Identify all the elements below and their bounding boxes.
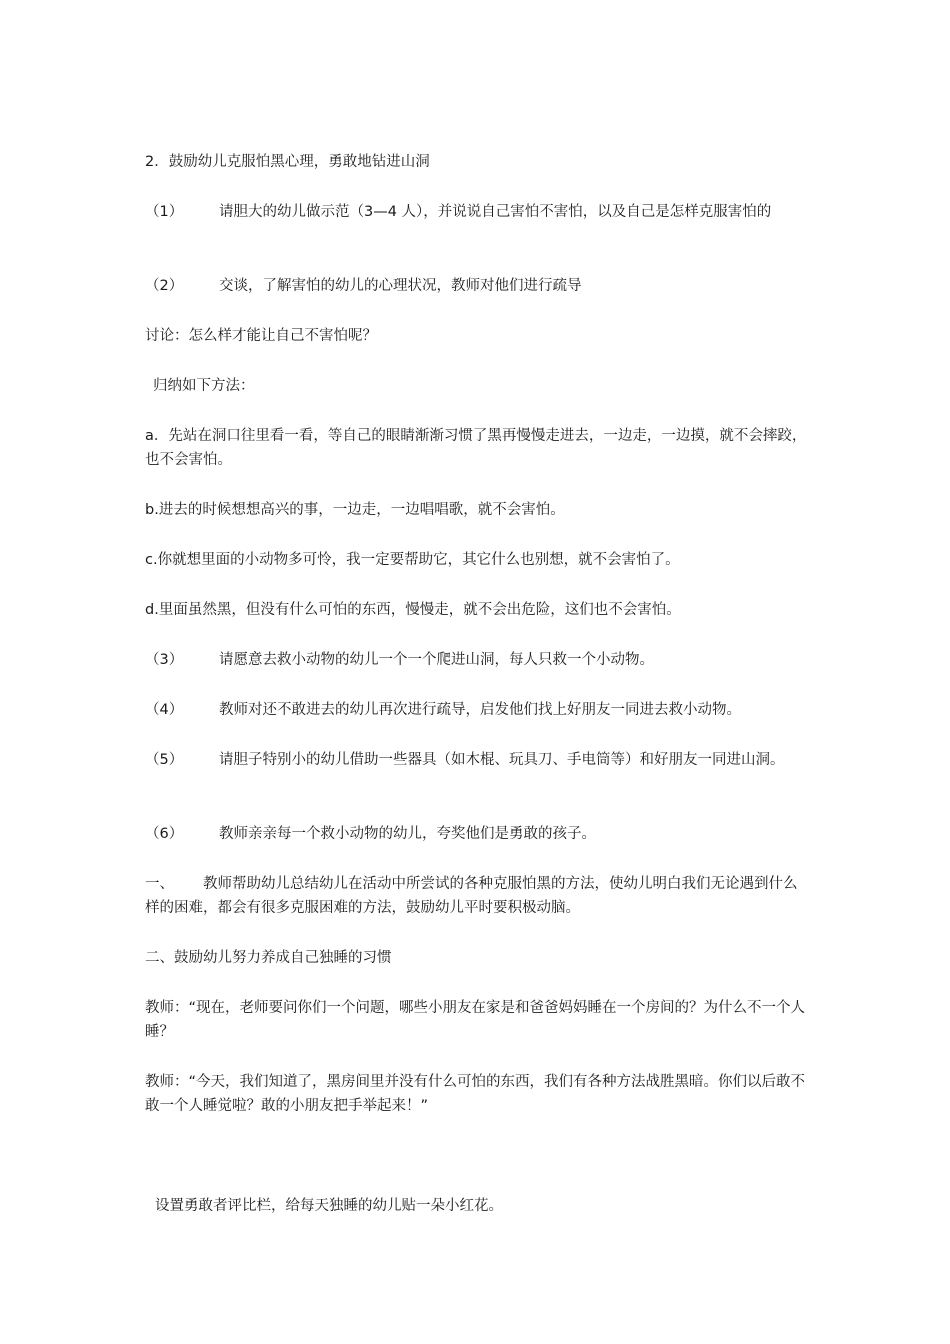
section-1-number: 一、: [145, 876, 174, 892]
method-b: b.进去的时候想想高兴的事，一边走，一边唱唱歌，就不会害怕。: [145, 502, 565, 518]
step-4-number: （4）: [145, 702, 184, 718]
closing-activity: 设置勇敢者评比栏，给每天独睡的幼儿贴一朵小红花。: [155, 1198, 503, 1214]
section-2-heading: 二、鼓励幼儿努力养成自己独睡的习惯: [145, 950, 392, 966]
step-5: [145, 748, 809, 772]
step-6-number: （6）: [145, 826, 184, 842]
teacher-quote-2: 教师：“今天，我们知道了，黑房间里并没有什么可怕的东西，我们有各种方法战胜黑暗。你们以后敢不敢一个人睡觉啦？敢的小朋友把手举起来！”: [145, 1074, 806, 1114]
step-5-text: 请胆子特别小的幼儿借助一些器具（如木棍、玩具刀、手电筒等）和好朋友一同进山洞。: [219, 752, 785, 768]
step-2-text: 交谈，了解害怕的幼儿的心理状况，教师对他们进行疏导: [219, 278, 582, 294]
step-3-number: （3）: [145, 652, 184, 668]
teacher-quote-1: 教师：“现在，老师要问你们一个问题，哪些小朋友在家是和爸爸妈妈睡在一个房间的？为什么不一个人睡？: [145, 1000, 806, 1040]
discussion-question: 讨论：怎么样才能让自己不害怕呢？: [145, 328, 377, 344]
method-c: c.你就想里面的小动物多可怜，我一定要帮助它，其它什么也别想，就不会害怕了。: [145, 552, 680, 568]
step-1: [145, 200, 809, 224]
step-6: [145, 822, 809, 846]
step-5-number: （5）: [145, 752, 184, 768]
step-4-text: 教师对还不敢进去的幼儿再次进行疏导，启发他们找上好朋友一同进去救小动物。: [219, 702, 741, 718]
method-d: d.里面虽然黑，但没有什么可怕的东西，慢慢走，就不会出危险，这们也不会害怕。: [145, 602, 681, 618]
section-1: [145, 872, 809, 920]
step-2-number: （2）: [145, 278, 184, 294]
section-heading-2: 2．鼓励幼儿克服怕黑心理，勇敢地钻进山洞: [145, 154, 430, 170]
step-6-text: 教师亲亲每一个救小动物的幼儿，夸奖他们是勇敢的孩子。: [219, 826, 596, 842]
step-2: [145, 274, 809, 298]
step-3-text: 请愿意去救小动物的幼儿一个一个爬进山洞，每人只救一个小动物。: [219, 652, 654, 668]
step-4: [145, 698, 809, 722]
method-a: a．先站在洞口往里看一看，等自己的眼睛渐渐习惯了黑再慢慢走进去，一边走，一边摸，就不会摔跤，也不会害怕。: [145, 428, 807, 468]
step-3: [145, 648, 809, 672]
step-1-number: （1）: [145, 204, 184, 220]
summary-intro: 归纳如下方法：: [153, 378, 255, 394]
step-1-text: 请胆大的幼儿做示范（3—4 人），并说说自己害怕不害怕，以及自己是怎样克服害怕的: [219, 204, 772, 220]
section-1-text: 教师帮助幼儿总结幼儿在活动中所尝试的各种克服怕黑的方法，使幼儿明白我们无论遇到什么样的困难，都会有很多克服困难的方法，鼓励幼儿平时要积极动脑。: [145, 876, 798, 916]
